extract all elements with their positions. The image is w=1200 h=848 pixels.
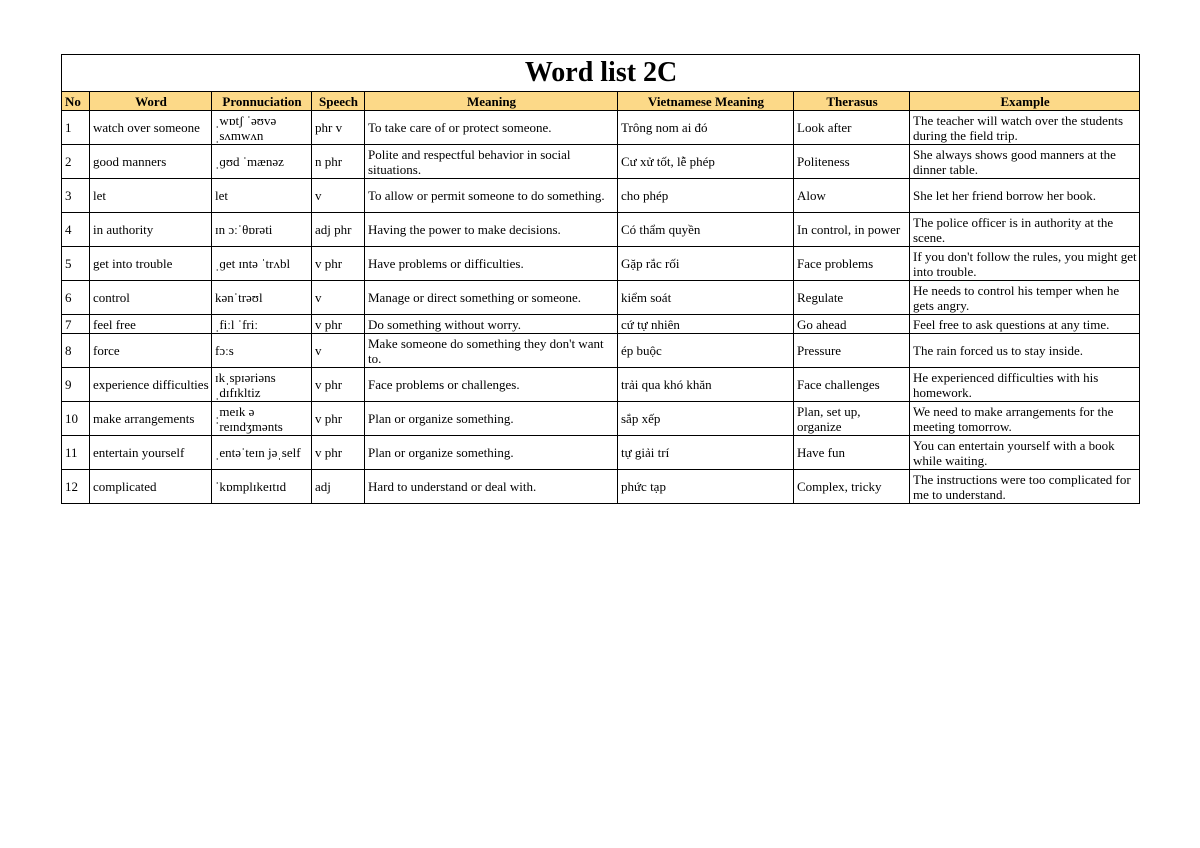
table-row <box>62 470 1140 504</box>
cell-speech: v phr <box>312 247 365 281</box>
cell-example: You can entertain yourself with a book while waiting. <box>910 436 1140 470</box>
cell-speech: v <box>312 334 365 368</box>
word-list-sheet <box>61 54 1139 504</box>
cell-no: 2 <box>62 145 90 179</box>
cell-word: in authority <box>90 213 212 247</box>
table-row <box>62 368 1140 402</box>
cell-thesaurus: Look after <box>794 111 910 145</box>
cell-speech: adj <box>312 470 365 504</box>
cell-example: The rain forced us to stay inside. <box>910 334 1140 368</box>
cell-meaning: Polite and respectful behavior in social situations. <box>365 145 618 179</box>
cell-thesaurus: Face challenges <box>794 368 910 402</box>
cell-word: feel free <box>90 315 212 334</box>
cell-thesaurus: In control, in power <box>794 213 910 247</box>
cell-no: 11 <box>62 436 90 470</box>
table-row <box>62 436 1140 470</box>
cell-meaning: Hard to understand or deal with. <box>365 470 618 504</box>
cell-word: experience difficulties <box>90 368 212 402</box>
cell-no: 3 <box>62 179 90 213</box>
table-row <box>62 334 1140 368</box>
cell-meaning: To take care of or protect someone. <box>365 111 618 145</box>
title-row <box>62 55 1140 92</box>
cell-no: 4 <box>62 213 90 247</box>
cell-vietnamese-meaning: Có thẩm quyền <box>618 213 794 247</box>
cell-meaning: Plan or organize something. <box>365 436 618 470</box>
cell-word: let <box>90 179 212 213</box>
cell-meaning: Do something without worry. <box>365 315 618 334</box>
cell-pronunciation: ˌɡet ɪntə ˈtrʌbl <box>212 247 312 281</box>
header-speech: Speech <box>312 92 365 111</box>
cell-vietnamese-meaning: Gặp rắc rối <box>618 247 794 281</box>
cell-speech: adj phr <box>312 213 365 247</box>
cell-no: 9 <box>62 368 90 402</box>
cell-thesaurus: Alow <box>794 179 910 213</box>
cell-vietnamese-meaning: trải qua khó khăn <box>618 368 794 402</box>
cell-thesaurus: Pressure <box>794 334 910 368</box>
cell-pronunciation: let <box>212 179 312 213</box>
cell-speech: n phr <box>312 145 365 179</box>
cell-meaning: Plan or organize something. <box>365 402 618 436</box>
cell-vietnamese-meaning: kiểm soát <box>618 281 794 315</box>
cell-meaning: To allow or permit someone to do something. <box>365 179 618 213</box>
header-row <box>62 92 1140 111</box>
table-row <box>62 145 1140 179</box>
cell-example: The instructions were too complicated for me to understand. <box>910 470 1140 504</box>
cell-word: good manners <box>90 145 212 179</box>
word-list-table <box>61 54 1140 504</box>
cell-word: entertain yourself <box>90 436 212 470</box>
cell-pronunciation: ˌmeɪk əˈreɪndʒmənts <box>212 402 312 436</box>
cell-vietnamese-meaning: ép buộc <box>618 334 794 368</box>
cell-pronunciation: ɪkˌspɪəriəns ˌdɪfɪkltiz <box>212 368 312 402</box>
cell-vietnamese-meaning: cho phép <box>618 179 794 213</box>
cell-speech: phr v <box>312 111 365 145</box>
cell-example: Feel free to ask questions at any time. <box>910 315 1140 334</box>
table-row <box>62 402 1140 436</box>
cell-pronunciation: ˌwɒtʃ ˈəʊvə ˌsʌmwʌn <box>212 111 312 145</box>
cell-word: get into trouble <box>90 247 212 281</box>
cell-no: 5 <box>62 247 90 281</box>
cell-vietnamese-meaning: sắp xếp <box>618 402 794 436</box>
cell-example: We need to make arrangements for the meeting tomorrow. <box>910 402 1140 436</box>
cell-pronunciation: ˌentəˈteɪn jəˌself <box>212 436 312 470</box>
cell-vietnamese-meaning: Trông nom ai đó <box>618 111 794 145</box>
cell-speech: v <box>312 179 365 213</box>
header-vietnamese-meaning: Vietnamese Meaning <box>618 92 794 111</box>
cell-pronunciation: kənˈtrəʊl <box>212 281 312 315</box>
cell-word: make arrangements <box>90 402 212 436</box>
cell-thesaurus: Have fun <box>794 436 910 470</box>
cell-meaning: Face problems or challenges. <box>365 368 618 402</box>
cell-pronunciation: ˌfiːl ˈfriː <box>212 315 312 334</box>
cell-pronunciation: ˈkɒmplɪkeɪtɪd <box>212 470 312 504</box>
header-thesaurus: Therasus <box>794 92 910 111</box>
cell-example: If you don't follow the rules, you might get into trouble. <box>910 247 1140 281</box>
cell-thesaurus: Regulate <box>794 281 910 315</box>
cell-pronunciation: fɔːs <box>212 334 312 368</box>
cell-pronunciation: ɪn ɔːˈθɒrəti <box>212 213 312 247</box>
header-pronunciation: Pronnuciation <box>212 92 312 111</box>
cell-example: He needs to control his temper when he gets angry. <box>910 281 1140 315</box>
cell-vietnamese-meaning: cứ tự nhiên <box>618 315 794 334</box>
cell-thesaurus: Complex, tricky <box>794 470 910 504</box>
cell-speech: v phr <box>312 315 365 334</box>
cell-example: She let her friend borrow her book. <box>910 179 1140 213</box>
cell-meaning: Having the power to make decisions. <box>365 213 618 247</box>
cell-meaning: Have problems or difficulties. <box>365 247 618 281</box>
cell-thesaurus: Politeness <box>794 145 910 179</box>
table-row <box>62 247 1140 281</box>
cell-vietnamese-meaning: tự giải trí <box>618 436 794 470</box>
cell-no: 8 <box>62 334 90 368</box>
cell-example: He experienced difficulties with his homework. <box>910 368 1140 402</box>
cell-meaning: Manage or direct something or someone. <box>365 281 618 315</box>
cell-word: force <box>90 334 212 368</box>
cell-thesaurus: Face problems <box>794 247 910 281</box>
table-row <box>62 111 1140 145</box>
cell-no: 6 <box>62 281 90 315</box>
cell-no: 1 <box>62 111 90 145</box>
table-row <box>62 213 1140 247</box>
cell-speech: v phr <box>312 436 365 470</box>
cell-word: control <box>90 281 212 315</box>
cell-thesaurus: Go ahead <box>794 315 910 334</box>
table-row <box>62 179 1140 213</box>
header-word: Word <box>90 92 212 111</box>
page-title: Word list 2C <box>62 55 1140 92</box>
cell-word: watch over someone <box>90 111 212 145</box>
cell-no: 12 <box>62 470 90 504</box>
cell-example: The teacher will watch over the students during the field trip. <box>910 111 1140 145</box>
cell-no: 10 <box>62 402 90 436</box>
cell-no: 7 <box>62 315 90 334</box>
cell-vietnamese-meaning: phức tạp <box>618 470 794 504</box>
cell-example: She always shows good manners at the dinner table. <box>910 145 1140 179</box>
cell-vietnamese-meaning: Cư xử tốt, lễ phép <box>618 145 794 179</box>
header-meaning: Meaning <box>365 92 618 111</box>
header-no: No <box>62 92 90 111</box>
cell-speech: v phr <box>312 402 365 436</box>
cell-pronunciation: ˌɡʊd ˈmænəz <box>212 145 312 179</box>
table-row <box>62 281 1140 315</box>
cell-meaning: Make someone do something they don't want to. <box>365 334 618 368</box>
header-example: Example <box>910 92 1140 111</box>
cell-speech: v <box>312 281 365 315</box>
cell-speech: v phr <box>312 368 365 402</box>
cell-word: complicated <box>90 470 212 504</box>
cell-example: The police officer is in authority at the scene. <box>910 213 1140 247</box>
cell-thesaurus: Plan, set up, organize <box>794 402 910 436</box>
table-row <box>62 315 1140 334</box>
